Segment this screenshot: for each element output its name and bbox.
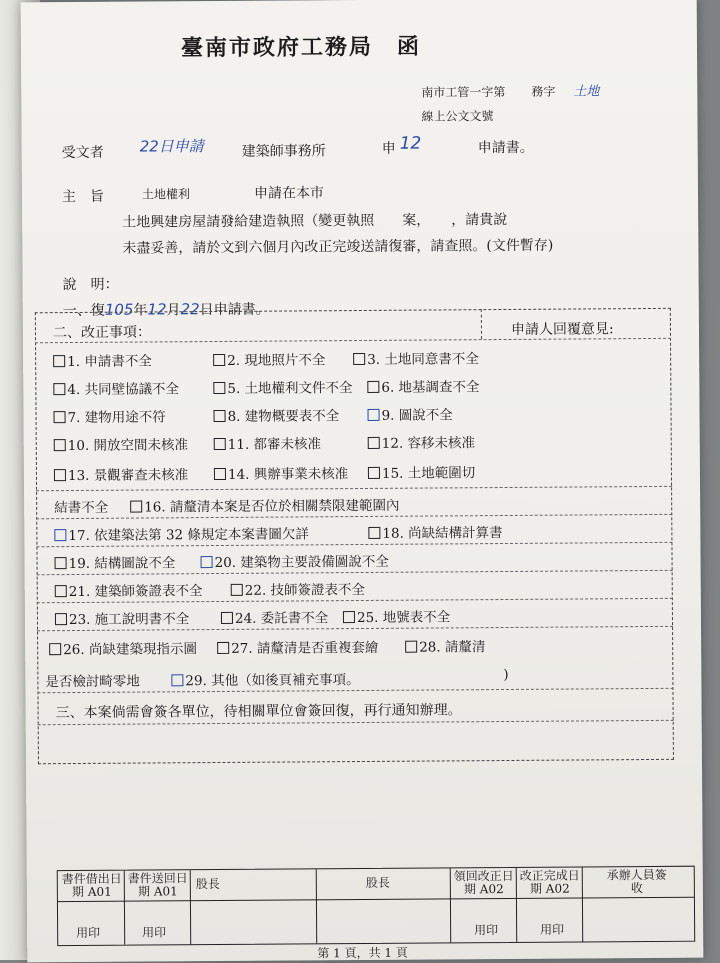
footer-cell-1: [58, 871, 126, 945]
subject-line2: 土地興建房屋請發給建造執照（變更執照 案， ，請貴說: [122, 211, 508, 231]
footer-col7: 承辦人員簽 收: [606, 867, 679, 896]
page-number: 第 1 頁，共 1 頁: [317, 945, 408, 961]
checkbox-24[interactable]: [221, 612, 233, 624]
item-25: 25. 地號表不全: [343, 605, 450, 626]
checkbox-9-checked[interactable]: [368, 409, 380, 421]
checkbox-25[interactable]: [343, 611, 355, 623]
item-15-cont: 結書不全: [54, 499, 109, 517]
checkbox-16[interactable]: [130, 501, 142, 513]
item-24: 24. 委託書不全: [221, 606, 328, 627]
checkbox-7[interactable]: [54, 411, 66, 423]
doc-number-hand: 土地: [573, 84, 600, 100]
reply-divider: [481, 309, 482, 339]
subject-field1: 土地權利: [141, 187, 191, 202]
checkbox-27[interactable]: [217, 642, 229, 654]
checkbox-19[interactable]: [55, 557, 67, 569]
footer-cell-3: [190, 869, 318, 944]
item-27: 27. 請釐清是否重複套繪: [217, 636, 378, 657]
item-3: 3. 土地同意書不全: [353, 347, 479, 368]
checkbox-8[interactable]: [214, 410, 226, 422]
footer-cell-4: [316, 868, 452, 943]
item-19: 19. 結構圖說不全: [54, 551, 175, 572]
item-14: 14. 興辦事業未核准: [214, 462, 348, 483]
item-13: 13. 景觀審查未核准: [54, 463, 188, 484]
footer-col2: 書件送回日期 A01: [127, 871, 188, 899]
subject-label: 主 旨: [61, 188, 105, 206]
recipient-name: 建築師事務所: [241, 143, 326, 160]
checkbox-12[interactable]: [368, 437, 380, 449]
item-23: 23. 施工說明書不全: [55, 607, 189, 628]
item-9: 9. 圖說不全: [367, 403, 452, 424]
footer-col4: 股長: [365, 875, 390, 890]
subject-text1: 申請在本市: [253, 185, 325, 202]
item-7: 7. 建物用途不符: [53, 405, 165, 426]
item-28-cont: 是否檢討畸零地: [45, 673, 140, 691]
item1-suffix: 日申請書。: [199, 301, 270, 319]
item-21: 21. 建築師簽證表不全: [55, 579, 203, 600]
checkbox-17-checked[interactable]: [54, 529, 66, 541]
recipient-num-prefix: 申: [381, 140, 396, 157]
checkbox-11[interactable]: [214, 438, 226, 450]
item-1: 1. 申請書不全: [53, 349, 152, 370]
item1-prefix: 一、復: [62, 302, 105, 320]
item-6: 6. 地基調查不全: [367, 375, 479, 396]
section3-text: 三、本案倘需會簽各單位，待相關單位會簽回復，再行通知辦理。: [55, 702, 462, 722]
checkbox-23[interactable]: [55, 613, 67, 625]
checkbox-3[interactable]: [353, 353, 365, 365]
checkbox-28[interactable]: [405, 641, 417, 653]
recipient-num-hand: 12: [399, 133, 422, 154]
item-17: 17. 依建築法第 32 條規定本案書圖欠詳: [54, 522, 309, 544]
checkbox-5[interactable]: [213, 382, 225, 394]
footer-stamp2: 用印: [142, 925, 167, 940]
item-22: 22. 技師簽證表不全: [231, 578, 365, 599]
page-title: 臺南市政府工務局 函: [180, 33, 422, 62]
doc-number-prefix: 南市工管一字第: [421, 84, 506, 100]
footer-stamp4: 用印: [540, 922, 565, 937]
section2-title: 二、改正事項：: [52, 324, 152, 342]
item-2: 2. 現地照片不全: [213, 348, 325, 369]
footer-table: [57, 866, 696, 946]
footer-stamp1: 用印: [76, 925, 101, 941]
footer-cell-2: [124, 870, 192, 944]
document-page: [21, 0, 704, 962]
footer-col6: 改正完成日期 A02: [519, 868, 580, 896]
checkbox-20-checked[interactable]: [201, 556, 213, 568]
item1-year-unit: 年: [133, 302, 148, 319]
checkbox-4[interactable]: [53, 383, 65, 395]
checkbox-18[interactable]: [368, 527, 380, 539]
item-28: 28. 請釐清: [405, 635, 485, 656]
checkbox-2[interactable]: [213, 354, 225, 366]
item-20: 20. 建築物主要設備圖說不全: [200, 550, 388, 571]
doc-number-type: 務字: [531, 84, 556, 99]
item-18: 18. 尚缺結構計算書: [368, 521, 502, 542]
item1-month: 12: [147, 300, 167, 319]
checkbox-13[interactable]: [54, 469, 66, 481]
item-5: 5. 土地權利文件不全: [213, 376, 352, 397]
item-12: 12. 容移未核准: [368, 431, 475, 452]
checkbox-26[interactable]: [49, 643, 61, 655]
item1-month-unit: 月: [166, 302, 181, 319]
item-4: 4. 共同壁協議不全: [53, 377, 179, 398]
checkbox-22[interactable]: [231, 584, 243, 596]
footer-cell-6: [516, 867, 584, 941]
item-15: 15. 土地範圍切: [368, 461, 475, 482]
checkbox-21[interactable]: [55, 585, 67, 597]
checkbox-29-checked[interactable]: [171, 674, 183, 686]
recipient-hand: 22日申請: [139, 137, 204, 156]
checkbox-6[interactable]: [367, 381, 379, 393]
checkbox-10[interactable]: [54, 439, 66, 451]
footer-col1: 書件借出日期 A01: [61, 871, 122, 900]
footer-cell-7: [582, 867, 693, 942]
item-10: 10. 開放空間未核准: [54, 433, 188, 454]
checkbox-14[interactable]: [214, 468, 226, 480]
reply-header: 申請人回覆意見:: [510, 321, 614, 338]
item-11: 11. 都審未核准: [214, 432, 321, 453]
checkbox-1[interactable]: [53, 355, 65, 367]
online-doc-number: 線上公文文號: [421, 109, 494, 124]
item-26: 26. 尚缺建築現指示圖: [49, 637, 197, 658]
footer-col3: 股長: [195, 877, 220, 892]
item-8: 8. 建物概要表不全: [213, 404, 339, 425]
checkbox-15[interactable]: [368, 467, 380, 479]
explain-label: 說 明：: [62, 276, 119, 294]
item1-year: 105: [104, 300, 134, 319]
footer-col5: 領回改正日期 A02: [453, 868, 514, 897]
item1-day: 22: [180, 300, 200, 319]
recipient-label: 受文者: [61, 144, 104, 162]
item-29: 29. 其他（如後頁補充事項。: [171, 668, 359, 689]
item-29-close: ): [503, 666, 509, 684]
footer-stamp3: 用印: [474, 923, 499, 938]
subject-line3: 未盡妥善，請於文到六個月內改正完竣送請復審，請查照。(文件暫存): [122, 237, 554, 257]
recipient-suffix: 申請書。: [477, 139, 534, 157]
footer-cell-5: [450, 868, 518, 942]
item-16: 16. 請釐清本案是否位於相關禁限建範圍內: [130, 494, 399, 516]
